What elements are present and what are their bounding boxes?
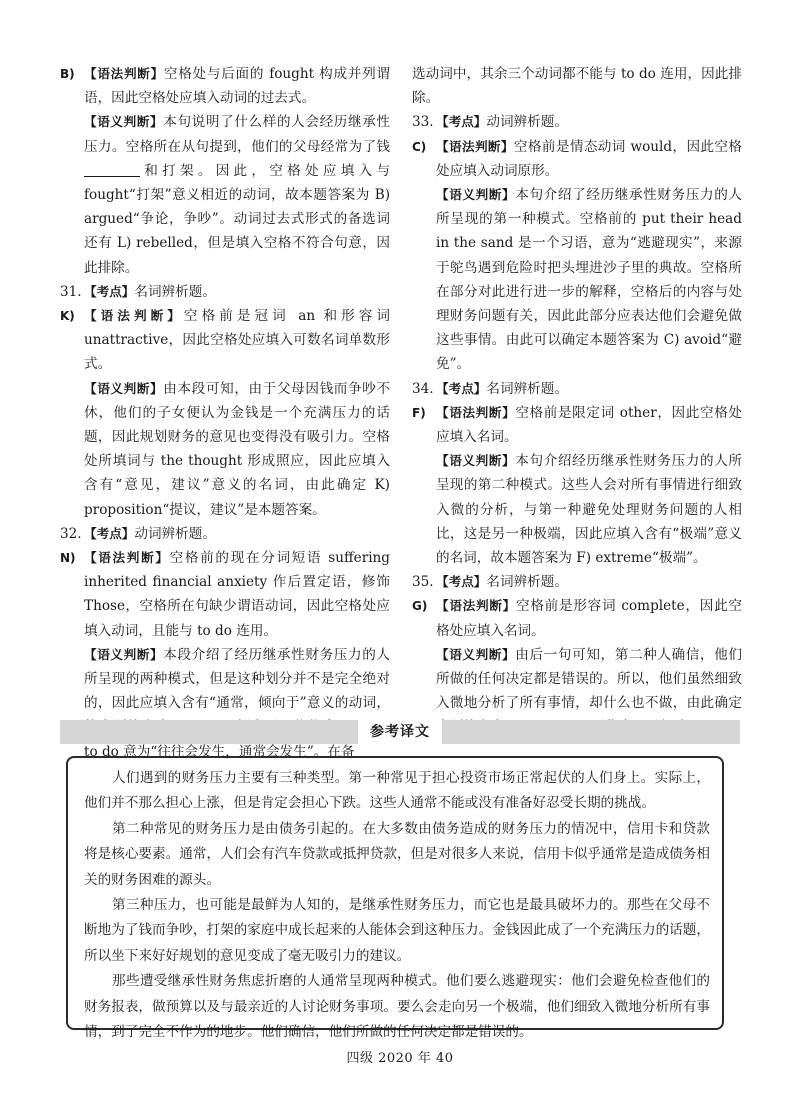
answer-label: C) [412,139,427,154]
semantic-tag: 【语义判断】 [436,646,516,662]
answer-c [412,135,742,183]
semantic-paragraph [412,449,742,570]
grammar-text: 空格前的现在分词短语 suffering inherited financial anxiety 作后置定语，修饰 Those，空格所在句缺少谓语动词，因此空格处应填入动词，且能与 to do 连用。 [84,550,391,639]
key-point-tag: 【考点】 [436,114,487,130]
grammar-tag: 【语法判断】 [436,598,516,614]
key-point-text: 名词辨析题。 [134,283,216,300]
translation-paragraph: 那些遭受继承性财务焦虑折磨的人通常呈现两种模式。他们要么逃避现实：他们会避免检查他们的财务报表，做预算以及与最亲近的人讨论财务事项。要么会走向另一个极端，他们细致入微地分析所有事情，到了完全不作为的地步。他们确信，他们所做的任何决定都是错误的。 [84,973,710,1041]
question-number: 32. [60,525,82,542]
key-point-tag: 【考点】 [436,574,487,590]
semantic-text: 由后一句可知，第二种人确信，他们所做的任何决定都是错误的。所以，他们虽然细致入微地分析了所有事情，却什么也不做，由此确定 [436,646,743,712]
grammar-text: 空格处与后面的 fought 构成并列谓语，因此空格处应填入动词的过去式。 [84,66,391,107]
question-number: 35. [412,574,434,591]
semantic-text: 本句介绍了经历继承性财务压力的人所呈现的第一种模式。空格前的 put their head in the sand 是一个习语，意为“逃避现实”，来源于鸵鸟遇到危险时把头埋进沙子里的典故。空格所在部分对此进行进一步的解释，空格后的内容与处理财务问题有关，因此此部分应表达他们会避免做这些事情。由此可以确定本题答案为 C) avoid“避免”。 [436,187,743,373]
grammar-tag: 【语法判断】 [84,308,184,324]
semantic-paragraph [60,377,390,522]
question-34 [412,377,742,401]
key-point-text: 名词辨析题。 [486,574,568,591]
grammar-text: 空格前是限定词 other，因此空格处应填入名词。 [436,404,743,446]
answer-label: G) [412,599,428,614]
semantic-tag: 【语义判断】 [436,187,516,203]
left-column [60,62,390,764]
translation-paragraph: 第二种常见的财务压力是由债务引起的。在大多数由债务造成的财务压力的情况中，信用卡和贷款将是核心要素。通常，人们会有汽车贷款或抵押贷款，但是对很多人来说，信用卡似乎通常是造成债务相关的财务困难的源头。 [84,820,710,888]
right-column [412,62,742,740]
grammar-text: 空格前是冠词 an 和形容词 unattractive，因此空格处应填入可数名词单数形式。 [84,308,390,373]
page-footer: 四级 2020 年 40 [346,1051,454,1066]
question-35 [412,570,742,594]
question-number: 34. [412,380,434,397]
answer-label: F) [412,405,426,420]
key-point-text: 动词辨析题。 [486,114,568,131]
key-point-text: 动词辨析题。 [134,525,216,542]
translation-box [66,756,724,1041]
key-point-text: 名词辨析题。 [486,380,568,397]
translation-paragraph: 人们遇到的财务压力主要有三种类型。第一种常见于担心投资市场正常起伏的人们身上。实际上，他们并不那么担心上涨，但是肯定会担心下跌。这些人通常不能或没有准备好忍受长期的挑战。 [84,770,710,812]
question-33 [412,110,742,134]
continued-text: 选动词中，其余三个动词都不能与 to do 连用，因此排除。 [412,66,742,107]
semantic-text: 由本段可知，由于父母因钱而争吵不休，他们的子女便认为金钱是一个充满压力的话题，因此规划财务的意见也变得没有吸引力。空格处所填词与 the thought 形成照应，因此应填入含有“意见，建议”意义的名词，由此确定 K) proposition“提议，建议”是本题答案。 [84,380,391,518]
answer-label: B) [60,67,75,81]
grammar-tag: 【语法判断】 [436,138,514,154]
translation-paragraph: 第三种压力，也可能是最鲜为人知的，是继承性财务压力，而它也是最具破坏力的。那些在父母不断地为了钱而争吵，打架的家庭中成长起来的人能体会到这种压力。金钱因此成了一个充满压力的话题，所以坐下来好好规划的意见变成了毫无吸引力的建议。 [84,897,710,964]
answer-k [60,304,390,377]
question-31 [60,280,390,304]
semantic-text-cont: 和打架。因此，空格处应填入与 fought“打架”意义相近的动词，故本题答案为 B) argued“争论，争吵”。动词过去式形式的备选词还有 L) rebelled，但是填入空格不符合句意，因此排除。 [84,162,390,276]
semantic-text: 本句介绍经历继承性财务压力的人所呈现的第二种模式。这些人会对所有事情进行细致入微的分析，与第一种避免处理财务问题的人相比，这是另一种极端，因此应填入含有“极端”意义的名词，故本题答案为 F) extreme“极端”。 [436,453,743,567]
answer-label: N) [60,551,76,566]
semantic-paragraph [412,183,742,377]
grammar-tag: 【语法判断】 [84,66,164,81]
semantic-text: 本段介绍了经历继承性财务压力的人所呈现的两种模式，但是这种划分并不是完全绝对的，因此应填入含有“通常，倾向于”意义的动词， to do 意为“往往会发生，通常会发生”。在备 [84,646,391,760]
answer-label: K) [60,309,75,324]
grammar-tag: 【语法判断】 [436,404,516,420]
section-header-bar [60,720,740,744]
grammar-text: 空格前是形容词 complete，因此空格处应填入名词。 [436,598,742,639]
semantic-tag: 【语义判断】 [84,114,164,130]
answer-f [412,401,742,449]
section-title: 参考译文 [358,720,442,744]
key-point-tag: 【考点】 [84,283,135,299]
fill-blank [84,162,140,177]
semantic-text: 本句说明了什么样的人会经历继承性压力。空格所在从句提到，他们的父母经常为了钱 [84,114,391,155]
question-32 [60,522,390,546]
key-point-tag: 【考点】 [84,525,135,541]
semantic-paragraph [60,110,390,279]
semantic-tag: 【语义判断】 [436,453,516,469]
grammar-text: 空格前是情态动词 would，因此空格处应填入动词原形。 [436,138,743,179]
question-number: 33. [412,114,434,131]
answer-b [60,62,390,110]
grammar-tag: 【语法判断】 [84,550,170,566]
key-point-tag: 【考点】 [436,380,487,396]
question-number: 31. [60,283,82,300]
semantic-tag: 【语义判断】 [84,646,164,662]
semantic-tag: 【语义判断】 [84,380,164,396]
answer-n [60,546,390,643]
semantic-paragraph [60,643,390,764]
answer-g [412,594,742,642]
